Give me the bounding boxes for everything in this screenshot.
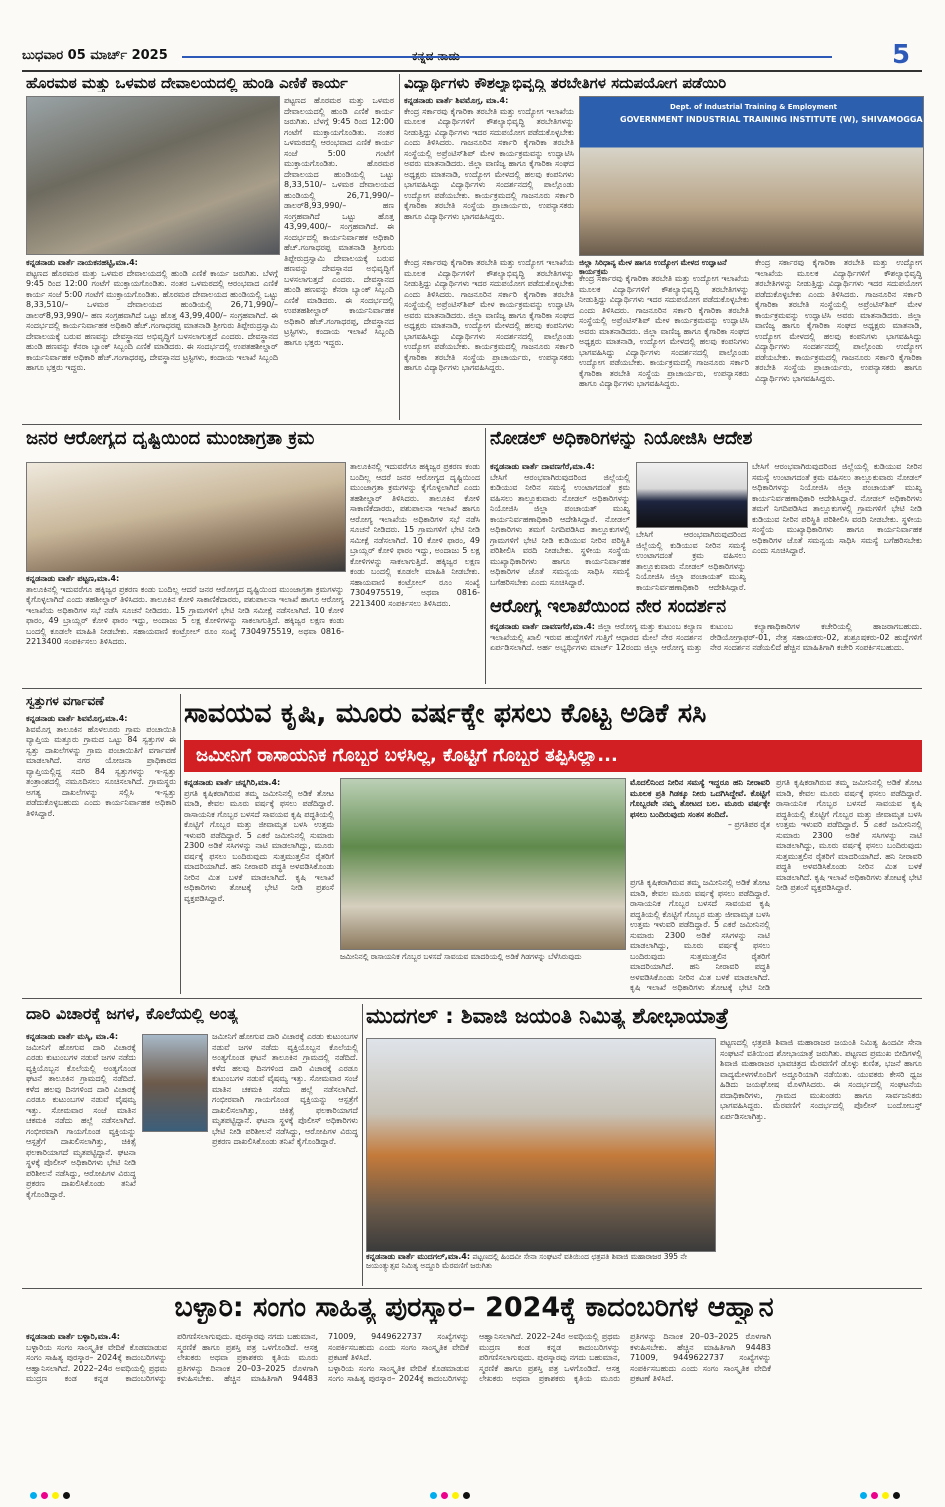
procession-caption-wrap [366,1252,714,1284]
training-caption: ಜಿಲ್ಲಾ ಸಿರಿಧಾನ್ಯ ಮೇಳ ಹಾಗೂ ಉದ್ಯೋಗ ಮೇಳದ ಉದ್ಘಾಟನೆ ಕಾರ್ಯಕ್ರಮ [579,258,727,276]
award-byline: ಕನ್ನಡನಾಡು ವಾರ್ತೆ ಬಳ್ಳಾರಿ,ಮಾ.4: [26,1332,120,1341]
nodal-body: ಬೇಸಿಗೆ ಆರಂಭವಾಗಿರುವುದರಿಂದ ಜಿಲ್ಲೆಯಲ್ಲಿ ಕುಡಿಯುವ ನೀರಿನ ಸಮಸ್ಯೆ ಉಂಟಾಗದಂತೆ ಕ್ರಮ ವಹಿಸಲು ತಾಲ್ಲೂಕುವಾರು ನೋಡಲ್ ಅಧಿಕಾರಿಗಳನ್ನು ನಿಯೋಜಿಸಿ ಜಿಲ್ಲಾ ಪಂಚಾಯತ್ ಮುಖ್ಯ ಕಾರ್ಯನಿರ್ವಹಣಾಧಿಕಾರಿ ಆದೇಶಿಸಿದ್ದಾರೆ. ನೋಡಲ್ ಅಧಿಕಾರಿಗಳು ತಮಗೆ ನಿಗದಿಪಡಿಸಿದ ತಾಲ್ಲೂಕುಗಳಲ್ಲಿ ಗ್ರಾಮಗಳಿಗೆ ಭೇಟಿ ನೀಡಿ ಕುಡಿಯುವ ನೀರಿನ ಪರಿಸ್ಥಿತಿ ಪರಿಶೀಲಿಸಿ ವರದಿ ನೀಡಬೇಕು. ಸ್ಥಳೀಯ ಸಂಸ್ಥೆಯ ಮುಖ್ಯಾಧಿಕಾರಿಗಳು ಹಾಗೂ ಕಾರ್ಯನಿರ್ವಾಹಕ ಅಧಿಕಾರಿಗಳ ಜೊತೆ ಸಮನ್ವಯ ಸಾಧಿಸಿ ಸಮಸ್ಯೆ ಬಗೆಹರಿಸಬೇಕು ಎಂದು ಸೂಚಿಸಿದ್ದಾರೆ. [490,472,630,587]
dispute-body: ಜಮೀನಿಗೆ ಹೋಗುವ ದಾರಿ ವಿಚಾರಕ್ಕೆ ಎರಡು ಕುಟುಂಬಗಳ ನಡುವೆ ಜಗಳ ನಡೆದು ವ್ಯಕ್ತಿಯೊಬ್ಬನ ಕೊಲೆಯಲ್ಲಿ ಅಂತ್ಯಗೊಂಡ ಘಟನೆ ತಾಲೂಕಿನ ಗ್ರಾಮದಲ್ಲಿ ನಡೆದಿದೆ. ಕಳೆದ ಹಲವು ದಿನಗಳಿಂದ ದಾರಿ ವಿಚಾರಕ್ಕೆ ಎರಡೂ ಕುಟುಂಬಗಳ ನಡುವೆ ವೈಷಮ್ಯ ಇತ್ತು. ಸೋಮವಾರ ಸಂಜೆ ಮಾತಿನ ಚಕಮಕಿ ನಡೆದು ಹಲ್ಲೆ ನಡೆಸಲಾಗಿದೆ. ಗಂಭೀರವಾಗಿ ಗಾಯಗೊಂಡ ವ್ಯಕ್ತಿಯನ್ನು ಆಸ್ಪತ್ರೆಗೆ ದಾಖಲಿಸಲಾಗಿತ್ತು, ಚಿಕಿತ್ಸೆ ಫಲಕಾರಿಯಾಗದೆ ಮೃತಪಟ್ಟಿದ್ದಾನೆ. ಘಟನಾ ಸ್ಥಳಕ್ಕೆ ಪೊಲೀಸ್ ಅಧಿಕಾರಿಗಳು ಭೇಟಿ ನೀಡಿ ಪರಿಶೀಲನೆ ನಡೆಸಿದ್ದು, ಆರೋಪಿಗಳ ವಿರುದ್ಧ ಪ್ರಕರಣ ದಾಖಲಿಸಿಕೊಂಡು ತನಿಖೆ ಕೈಗೊಂಡಿದ್ದಾರೆ. [26,1042,136,1199]
registration-marks-center [430,1484,474,1503]
crops-mid-col [630,778,770,874]
crops-farm-photo-left [340,778,626,950]
temple-body: ಪಟ್ಟಣದ ಹೊರಮಠ ಮತ್ತು ಒಳಮಠ ದೇವಾಲಯದಲ್ಲಿ ಹುಂಡಿ ಎಣಿಕೆ ಕಾರ್ಯ ಜರುಗಿತು. ಬೆಳಗ್ಗೆ 9:45 ರಿಂದ 12:00 ಗಂಟೆಗೆ ಮುಕ್ತಾಯಗೊಂಡಿತು. ನಂತರ ಒಳಮಠದಲ್ಲಿ ಆರಂಭವಾದ ಎಣಿಕೆ ಕಾರ್ಯ ಸಂಜೆ 5:00 ಗಂಟೆಗೆ ಮುಕ್ತಾಯಗೊಂಡಿತು. ಹೊರಮಠ ದೇವಾಲಯದ ಹುಂಡಿಯಲ್ಲಿ ಒಟ್ಟು 8,33,510/– ಒಳಮಠ ದೇವಾಲಯದ ಹುಂಡಿಯಲ್ಲಿ 26,71,990/– ಡಾಲರ್‌8,93,990/– ಹಣ ಸಂಗ್ರಹವಾಗಿದೆ ಒಟ್ಟು ಹೊತ್ತ 43,99,400/– ಸಂಗ್ರಹವಾಗಿದೆ. ಈ ಸಂದರ್ಭದಲ್ಲಿ ಕಾರ್ಯನಿರ್ವಾಹಕ ಅಧಿಕಾರಿ ಹೆಚ್.ಗಂಗಾಧರಪ್ಪ ಮಾತನಾಡಿ ಶ್ರೀಗುರು ತಿಪ್ಪೇರುದ್ರಸ್ವಾಮಿ ದೇವಾಲಯಕ್ಕೆ ಬರುವ ಹಣವನ್ನು ದೇವಸ್ಥಾನದ ಅಭಿವೃದ್ಧಿಗೆ ಬಳಸಲಾಗುತ್ತದೆ ಎಂದರು. ದೇವಸ್ಥಾನದ ಹುಂಡಿ ಹಣವನ್ನು ಕೆನರಾ ಬ್ಯಾಂಕ್ ಸಿಬ್ಬಂದಿ ಎಣಿಕೆ ಮಾಡಿದರು. ಈ ಸಂದರ್ಭದಲ್ಲಿ ಉಪತಹಶೀಲ್ದಾರ್ ಕಾರ್ಯನಿರ್ವಾಹಕ ಅಧಿಕಾರಿ ಹೆಚ್.ಗಂಗಾಧರಪ್ಪ, ದೇವಸ್ಥಾನದ ಟ್ರಸ್ಟಿಗಳು, ಕಂದಾಯ ಇಲಾಖೆ ಸಿಬ್ಬಂದಿ ಹಾಗೂ ಭಕ್ತರು ಇದ್ದರು. [26,268,278,372]
column-divider [485,428,486,684]
nodal-col1 [490,462,630,592]
dispute-col2 [212,1032,358,1282]
health-visit-body: ಜಿಲ್ಲಾ ಆರೋಗ್ಯ ಮತ್ತು ಕುಟುಂಬ ಕಲ್ಯಾಣ ಇಲಾಖೆಯಲ್ಲಿ ಖಾಲಿ ಇರುವ ಹುದ್ದೆಗಳಿಗೆ ಗುತ್ತಿಗೆ ಆಧಾರದ ಮೇಲೆ ನೇರ ಸಂದರ್ಶನ ಏರ್ಪಡಿಸಲಾಗಿದೆ. ಅರ್ಹ ಅಭ್ಯರ್ಥಿಗಳು ಮಾರ್ಚ್ 12ರಂದು ಜಿಲ್ಲಾ ಆರೋಗ್ಯ ಮತ್ತು ಕುಟುಂಬ ಕಲ್ಯಾಣಾಧಿಕಾರಿಗಳ ಕಚೇರಿಯಲ್ಲಿ ಹಾಜರಾಗಬಹುದು. ರೇಡಿಯೋಗ್ರಾಫರ್-01, ನೇತ್ರ ಸಹಾಯಕರು-02, ಶುಶ್ರೂಷಕರು-02 ಹುದ್ದೆಗಳಿಗೆ ನೇರ ಸಂದರ್ಶನ ನಡೆಯಲಿದೆ ಹೆಚ್ಚಿನ ಮಾಹಿತಿಗಾಗಿ ಕಚೇರಿ ಸಂಪರ್ಕಿಸಬಹುದು. [490,622,922,652]
dispute-byline: ಕನ್ನಡನಾಡು ವಾರ್ತೆ ಮಸ್ಕಿ, ಮಾ.4: [26,1032,119,1041]
dispute-headline: ದಾರಿ ವಿಚಾರಕ್ಕೆ ಜಗಳ, ಕೊಲೆಯಲ್ಲಿ ಅಂತ್ಯ [26,1004,238,1023]
nodal-byline: ಕನ್ನಡನಾಡು ವಾರ್ತೆ ದಾವಣಗೆರೆ,ಮಾ.4: [490,462,595,471]
crops-col1 [184,778,334,994]
nodal-col2 [636,530,746,592]
masthead [22,40,922,70]
crops-photo-caption: ಜಮೀನಿನಲ್ಲಿ ರಾಸಾಯನಿಕ ಗೊಬ್ಬರ ಬಳಸದೆ ಸಾವಯವ ಮಾದರಿಯಲ್ಲಿ ಅಡಿಕೆ ಗಿಡಗಳನ್ನು ಬೆಳೆಸಿರುವುದು [340,952,582,961]
training-body: ಕೇಂದ್ರ ಸರ್ಕಾರವು ಕೈಗಾರಿಕಾ ತರಬೇತಿ ಮತ್ತು ಉದ್ಯೋಗ ಇಲಾಖೆಯ ಮೂಲಕ ವಿದ್ಯಾರ್ಥಿಗಳಿಗೆ ಕೌಶಲ್ಯಾಭಿವೃದ್ಧಿ ತರಬೇತಿಗಳನ್ನು ನೀಡುತ್ತಿದ್ದು ವಿದ್ಯಾರ್ಥಿಗಳು ಇದರ ಸದುಪಯೋಗ ಪಡೆದುಕೊಳ್ಳಬೇಕು ಎಂದು ತಿಳಿಸಿದರು. ಗಾಜನೂರಿನ ಸರ್ಕಾರಿ ಕೈಗಾರಿಕಾ ತರಬೇತಿ ಸಂಸ್ಥೆಯಲ್ಲಿ ಅಪ್ರೆಂಟಿಸ್‌ಶಿಪ್ ಮೇಳ ಕಾರ್ಯಕ್ರಮವನ್ನು ಉದ್ಘಾಟಿಸಿ ಅವರು ಮಾತನಾಡಿದರು. ಜಿಲ್ಲಾ ವಾಣಿಜ್ಯ ಹಾಗೂ ಕೈಗಾರಿಕಾ ಸಂಘದ ಅಧ್ಯಕ್ಷರು ಮಾತನಾಡಿ, ಉದ್ಯೋಗ ಮೇಳದಲ್ಲಿ ಹಲವು ಕಂಪನಿಗಳು ಭಾಗವಹಿಸಿದ್ದು ವಿದ್ಯಾರ್ಥಿಗಳು ಸಂದರ್ಶನದಲ್ಲಿ ಪಾಲ್ಗೊಂಡು ಉದ್ಯೋಗ ಪಡೆಯಬೇಕು. ಕಾರ್ಯಕ್ರಮದಲ್ಲಿ ಗಾಜನೂರು ಸರ್ಕಾರಿ ಕೈಗಾರಿಕಾ ತರಬೇತಿ ಸಂಸ್ಥೆಯ ಪ್ರಾಚಾರ್ಯರು, ಉಪನ್ಯಾಸಕರು ಹಾಗೂ ವಿದ್ಯಾರ್ಥಿಗಳು ಭಾಗವಹಿಸಿದ್ದರು. [404,106,574,221]
crops-right-col [776,778,922,994]
registration-marks-left [30,1484,74,1503]
procession-photo [366,1038,716,1252]
crops-body: ಪ್ರಗತಿ ಕೃಷಿಕರಾಗಿರುವ ತಮ್ಮ ಜಮೀನಿನಲ್ಲಿ ಅಡಿಕೆ ತೋಟ ಮಾಡಿ, ಕೇವಲ ಮೂರು ವರ್ಷಕ್ಕೆ ಫಸಲು ಪಡೆದಿದ್ದಾರೆ. ರಾಸಾಯನಿಕ ಗೊಬ್ಬರ ಬಳಸದೆ ಸಾವಯವ ಕೃಷಿ ಪದ್ಧತಿಯಲ್ಲಿ ಕೊಟ್ಟಿಗೆ ಗೊಬ್ಬರ ಮತ್ತು ಜೀವಾಮೃತ ಬಳಸಿ ಉತ್ತಮ ಇಳುವರಿ ಪಡೆದಿದ್ದಾರೆ. 5 ಎಕರೆ ಜಮೀನಿನಲ್ಲಿ ಸುಮಾರು 2300 ಅಡಿಕೆ ಸಸಿಗಳನ್ನು ನಾಟಿ ಮಾಡಲಾಗಿದ್ದು, ಮೂರು ವರ್ಷಕ್ಕೆ ಫಸಲು ಬಂದಿರುವುದು ಸುತ್ತಮುತ್ತಲಿನ ರೈತರಿಗೆ ಮಾದರಿಯಾಗಿದೆ. ಹನಿ ನೀರಾವರಿ ಪದ್ಧತಿ ಅಳವಡಿಸಿಕೊಂಡು ನೀರಿನ ಮಿತ ಬಳಕೆ ಮಾಡಲಾಗಿದೆ. ಕೃಷಿ ಇಲಾಖೆ ಅಧಿಕಾರಿಗಳು ತೋಟಕ್ಕೆ ಭೇಟಿ ನೀಡಿ ಪ್ರಶಂಸೆ ವ್ಯಕ್ತಪಡಿಸಿದ್ದಾರೆ. [184,788,334,903]
column-divider [180,694,181,994]
training-headline: ವಿದ್ಯಾರ್ಥಿಗಳು ಕೌಶಲ್ಯಾಭಿವೃದ್ಧಿ ತರಬೇತಿಗಳ ಸದುಪಯೋಗ ಪಡೆಯಿರಿ [404,74,727,92]
masthead-bottom-rule [22,70,922,72]
property-text [26,714,176,994]
training-bottom-left [579,274,749,420]
nodal-col3 [752,462,922,592]
procession-body-col [720,1038,922,1284]
registration-marks-right [860,1484,904,1503]
crops-subheadline: ಜಮೀನಿಗೆ ರಾಸಾಯನಿಕ ಗೊಬ್ಬರ ಬಳಸಿಲ್ಲ, ಕೊಟ್ಟಿಗೆ ಗೊಬ್ಬರ ತಪ್ಪಿಸಿಲ್ಲಾ... [196,745,618,766]
procession-body: ಪಟ್ಟಣದಲ್ಲಿ ಛತ್ರಪತಿ ಶಿವಾಜಿ ಮಹಾರಾಜರ ಜಯಂತಿ ನಿಮಿತ್ಯ ಹಿಂದವೀ ಸೇನಾ ಸಂಘಟನೆ ವತಿಯಿಂದ ಶೋಭಾಯಾತ್ರೆ ಜರುಗಿತು. ಪಟ್ಟಣದ ಪ್ರಮುಖ ಬೀದಿಗಳಲ್ಲಿ ಶಿವಾಜಿ ಮಹಾರಾಜರ ಭಾವಚಿತ್ರದ ಮೆರವಣಿಗೆ ಡೊಳ್ಳು ಕುಣಿತ, ಭಜನೆ ಹಾಗೂ ವಾದ್ಯಮೇಳಗಳೊಂದಿಗೆ ಅದ್ದೂರಿಯಾಗಿ ನಡೆಯಿತು. ಯುವಕರು ಕೇಸರಿ ಧ್ವಜ ಹಿಡಿದು ಜಯಘೋಷ ಮೊಳಗಿಸಿದರು. ಈ ಸಂದರ್ಭದಲ್ಲಿ ಸಂಘಟನೆಯ ಪದಾಧಿಕಾರಿಗಳು, ಗ್ರಾಮದ ಮುಖಂಡರು ಹಾಗೂ ಸಾರ್ವಜನಿಕರು ಭಾಗವಹಿಸಿದ್ದರು. ಮೆರವಣಿಗೆ ಸಂದರ್ಭದಲ್ಲಿ ಪೊಲೀಸ್ ಬಂದೋಬಸ್ತ್ ಏರ್ಪಡಿಸಲಾಗಿತ್ತು. [720,1038,922,1121]
temple-body-continued: ಪಟ್ಟಣದ ಹೊರಮಠ ಮತ್ತು ಒಳಮಠ ದೇವಾಲಯದಲ್ಲಿ ಹುಂಡಿ ಎಣಿಕೆ ಕಾರ್ಯ ಜರುಗಿತು. ಬೆಳಗ್ಗೆ 9:45 ರಿಂದ 12:00 ಗಂಟೆಗೆ ಮುಕ್ತಾಯಗೊಂಡಿತು. ನಂತರ ಒಳಮಠದಲ್ಲಿ ಆರಂಭವಾದ ಎಣಿಕೆ ಕಾರ್ಯ ಸಂಜೆ 5:00 ಗಂಟೆಗೆ ಮುಕ್ತಾಯಗೊಂಡಿತು. ಹೊರಮಠ ದೇವಾಲಯದ ಹುಂಡಿಯಲ್ಲಿ ಒಟ್ಟು 8,33,510/– ಒಳಮಠ ದೇವಾಲಯದ ಹುಂಡಿಯಲ್ಲಿ 26,71,990/– ಡಾಲರ್‌8,93,990/– ಹಣ ಸಂಗ್ರಹವಾಗಿದೆ ಒಟ್ಟು ಹೊತ್ತ 43,99,400/– ಸಂಗ್ರಹವಾಗಿದೆ. ಈ ಸಂದರ್ಭದಲ್ಲಿ ಕಾರ್ಯನಿರ್ವಾಹಕ ಅಧಿಕಾರಿ ಹೆಚ್.ಗಂಗಾಧರಪ್ಪ ಮಾತನಾಡಿ ಶ್ರೀಗುರು ತಿಪ್ಪೇರುದ್ರಸ್ವಾಮಿ ದೇವಾಲಯಕ್ಕೆ ಬರುವ ಹಣವನ್ನು ದೇವಸ್ಥಾನದ ಅಭಿವೃದ್ಧಿಗೆ ಬಳಸಲಾಗುತ್ತದೆ ಎಂದರು. ದೇವಸ್ಥಾನದ ಹುಂಡಿ ಹಣವನ್ನು ಕೆನರಾ ಬ್ಯಾಂಕ್ ಸಿಬ್ಬಂದಿ ಎಣಿಕೆ ಮಾಡಿದರು. ಈ ಸಂದರ್ಭದಲ್ಲಿ ಉಪತಹಶೀಲ್ದಾರ್ ಕಾರ್ಯನಿರ್ವಾಹಕ ಅಧಿಕಾರಿ ಹೆಚ್.ಗಂಗಾಧರಪ್ಪ, ದೇವಸ್ಥಾನದ ಟ್ರಸ್ಟಿಗಳು, ಕಂದಾಯ ಇಲಾಖೆ ಸಿಬ್ಬಂದಿ ಹಾಗೂ ಭಕ್ತರು ಇದ್ದರು. [284,96,394,347]
page-number: 5 [892,40,911,70]
dispute-body-continued: ಜಮೀನಿಗೆ ಹೋಗುವ ದಾರಿ ವಿಚಾರಕ್ಕೆ ಎರಡು ಕುಟುಂಬಗಳ ನಡುವೆ ಜಗಳ ನಡೆದು ವ್ಯಕ್ತಿಯೊಬ್ಬನ ಕೊಲೆಯಲ್ಲಿ ಅಂತ್ಯಗೊಂಡ ಘಟನೆ ತಾಲೂಕಿನ ಗ್ರಾಮದಲ್ಲಿ ನಡೆದಿದೆ. ಕಳೆದ ಹಲವು ದಿನಗಳಿಂದ ದಾರಿ ವಿಚಾರಕ್ಕೆ ಎರಡೂ ಕುಟುಂಬಗಳ ನಡುವೆ ವೈಷಮ್ಯ ಇತ್ತು. ಸೋಮವಾರ ಸಂಜೆ ಮಾತಿನ ಚಕಮಕಿ ನಡೆದು ಹಲ್ಲೆ ನಡೆಸಲಾಗಿದೆ. ಗಂಭೀರವಾಗಿ ಗಾಯಗೊಂಡ ವ್ಯಕ್ತಿಯನ್ನು ಆಸ್ಪತ್ರೆಗೆ ದಾಖಲಿಸಲಾಗಿತ್ತು, ಚಿಕಿತ್ಸೆ ಫಲಕಾರಿಯಾಗದೆ ಮೃತಪಟ್ಟಿದ್ದಾನೆ. ಘಟನಾ ಸ್ಥಳಕ್ಕೆ ಪೊಲೀಸ್ ಅಧಿಕಾರಿಗಳು ಭೇಟಿ ನೀಡಿ ಪರಿಶೀಲನೆ ನಡೆಸಿದ್ದು, ಆರೋಪಿಗಳ ವಿರುದ್ಧ ಪ್ರಕರಣ ದಾಖಲಿಸಿಕೊಂಡು ತನಿಖೆ ಕೈಗೊಂಡಿದ್ದಾರೆ. [212,1032,358,1146]
property-byline: ಕನ್ನಡನಾಡು ವಾರ್ತೆ ಶಿವಮೊಗ್ಗ,ಮಾ.4: [26,714,128,723]
health-precaution-body: ತಾಲೂಕಿನಲ್ಲಿ ಇದುವರೆಗೂ ಹಕ್ಕಿಜ್ವರ ಪ್ರಕರಣ ಕಂಡು ಬಂದಿಲ್ಲ ಆದರೆ ಜನರ ಆರೋಗ್ಯದ ದೃಷ್ಟಿಯಿಂದ ಮುಂಜಾಗ್ರತಾ ಕ್ರಮಗಳನ್ನು ಕೈಗೊಳ್ಳಲಾಗಿದೆ ಎಂದು ತಹಶೀಲ್ದಾರ್ ತಿಳಿಸಿದರು. ತಾಲೂಕಿನ ಕೋಳಿ ಸಾಕಾಣಿಕೆದಾರರು, ಪಶುಪಾಲನಾ ಇಲಾಖೆ ಹಾಗೂ ಆರೋಗ್ಯ ಇಲಾಖೆಯ ಅಧಿಕಾರಿಗಳ ಸಭೆ ನಡೆಸಿ ಸೂಚನೆ ನೀಡಿದರು. 15 ಗ್ರಾಮಗಳಿಗೆ ಭೇಟಿ ನೀಡಿ ಸಮೀಕ್ಷೆ ನಡೆಸಲಾಗಿದೆ. 10 ಕೋಳಿ ಫಾರಂ, 49 ಬ್ರಾಯ್ಲರ್ ಕೋಳಿ ಫಾರಂ ಇದ್ದು, ಅಂದಾಜು 5 ಲಕ್ಷ ಕೋಳಿಗಳನ್ನು ಸಾಕಲಾಗುತ್ತಿದೆ. ಹಕ್ಕಿಜ್ವರ ಲಕ್ಷಣ ಕಂಡು ಬಂದಲ್ಲಿ ಕೂಡಲೇ ಮಾಹಿತಿ ನೀಡಬೇಕು. ಸಹಾಯವಾಣಿ ಕಂಟ್ರೋಲ್ ರೂಂ ಸಂಖ್ಯೆ 7304975519, ಅಥವಾ 0816-2213400 ಸಂಪರ್ಕಿಸಲು ತಿಳಿಸಿದರು. [26,584,344,646]
crops-byline: ಕನ್ನಡನಾಡು ವಾರ್ತೆ ಚನ್ನಗಿರಿ,ಮಾ.4: [184,778,281,787]
training-body-continued-3: ಕೇಂದ್ರ ಸರ್ಕಾರವು ಕೈಗಾರಿಕಾ ತರಬೇತಿ ಮತ್ತು ಉದ್ಯೋಗ ಇಲಾಖೆಯ ಮೂಲಕ ವಿದ್ಯಾರ್ಥಿಗಳಿಗೆ ಕೌಶಲ್ಯಾಭಿವೃದ್ಧಿ ತರಬೇತಿಗಳನ್ನು ನೀಡುತ್ತಿದ್ದು ವಿದ್ಯಾರ್ಥಿಗಳು ಇದರ ಸದುಪಯೋಗ ಪಡೆದುಕೊಳ್ಳಬೇಕು ಎಂದು ತಿಳಿಸಿದರು. ಗಾಜನೂರಿನ ಸರ್ಕಾರಿ ಕೈಗಾರಿಕಾ ತರಬೇತಿ ಸಂಸ್ಥೆಯಲ್ಲಿ ಅಪ್ರೆಂಟಿಸ್‌ಶಿಪ್ ಮೇಳ ಕಾರ್ಯಕ್ರಮವನ್ನು ಉದ್ಘಾಟಿಸಿ ಅವರು ಮಾತನಾಡಿದರು. ಜಿಲ್ಲಾ ವಾಣಿಜ್ಯ ಹಾಗೂ ಕೈಗಾರಿಕಾ ಸಂಘದ ಅಧ್ಯಕ್ಷರು ಮಾತನಾಡಿ, ಉದ್ಯೋಗ ಮೇಳದಲ್ಲಿ ಹಲವು ಕಂಪನಿಗಳು ಭಾಗವಹಿಸಿದ್ದು ವಿದ್ಯಾರ್ಥಿಗಳು ಸಂದರ್ಶನದಲ್ಲಿ ಪಾಲ್ಗೊಂಡು ಉದ್ಯೋಗ ಪಡೆಯಬೇಕು. ಕಾರ್ಯಕ್ರಮದಲ್ಲಿ ಗಾಜನೂರು ಸರ್ಕಾರಿ ಕೈಗಾರಿಕಾ ತರಬೇತಿ ಸಂಸ್ಥೆಯ ಪ್ರಾಚಾರ್ಯರು, ಉಪನ್ಯಾಸಕರು ಹಾಗೂ ವಿದ್ಯಾರ್ಥಿಗಳು ಭಾಗವಹಿಸಿದ್ದರು. [755,258,922,383]
training-bottom-right [755,258,922,420]
health-precaution-col1 [26,574,344,680]
health-visit-body-wrap [490,622,922,680]
crops-quote-author: – ಪ್ರಗತಿಪರ ರೈತ [727,820,770,829]
training-photo [579,96,924,256]
nodal-headline: ನೋಡಲ್ ಅಧಿಕಾರಿಗಳನ್ನು ನಿಯೋಜಿಸಿ ಆದೇಶ [490,428,753,449]
temple-body-col2 [284,96,394,420]
award-body: ಬಳ್ಳಾರಿಯ ಸಂಗಂ ಸಾಂಸ್ಕೃತಿಕ ವೇದಿಕೆ ಕೊಡಮಾಡುವ ಸಂಗಂ ಸಾಹಿತ್ಯ ಪುರಸ್ಕಾರ– 2024ಕ್ಕೆ ಕಾದಂಬರಿಗಳನ್ನು ಆಹ್ವಾನಿಸಲಾಗಿದೆ. 2022–24ರ ಅವಧಿಯಲ್ಲಿ ಪ್ರಥಮ ಮುದ್ರಣ ಕಂಡ ಕನ್ನಡ ಕಾದಂಬರಿಗಳನ್ನು ಪರಿಗಣಿಸಲಾಗುವುದು. ಪುರಸ್ಕಾರವು ನಗದು ಬಹುಮಾನ, ಸ್ಮರಣಿಕೆ ಹಾಗೂ ಪ್ರಶಸ್ತಿ ಪತ್ರ ಒಳಗೊಂಡಿದೆ. ಆಸಕ್ತ ಲೇಖಕರು ಅಥವಾ ಪ್ರಕಾಶಕರು ಕೃತಿಯ ಮೂರು ಪ್ರತಿಗಳನ್ನು ದಿನಾಂಕ 20–03–2025 ರೊಳಗಾಗಿ ಕಳುಹಿಸಬೇಕು. ಹೆಚ್ಚಿನ ಮಾಹಿತಿಗಾಗಿ 94483 71009, 9449622737 ಸಂಖ್ಯೆಗಳನ್ನು ಸಂಪರ್ಕಿಸಬಹುದು ಎಂದು ಸಂಗಂ ಸಾಂಸ್ಕೃತಿಕ ವೇದಿಕೆ ಪ್ರಕಟಣೆ ತಿಳಿಸಿದೆ. [26,1332,469,1383]
row-divider [22,1288,922,1289]
nodal-officer-photo [636,462,748,528]
crops-quote: ಮೊದಲಿನಿಂದ ನೀರಿನ ಸಮಸ್ಯೆ ಇದ್ದರೂ ಹನಿ ನೀರಾವರಿ ಮೂಲಕ ಪ್ರತಿ ಗಿಡಕ್ಕೂ ನೀರು ಒದಗಿಸಿದ್ದೇವೆ. ಕೊಟ್ಟಿಗೆ ಗೊಬ್ಬರವೇ ನಮ್ಮ ತೋಟದ ಬಲ. ಮೂರು ವರ್ಷಕ್ಕೇ ಫಸಲು ಬಂದಿರುವುದು ಸಂತಸ ತಂದಿದೆ. [630,778,770,819]
row-divider [22,998,922,999]
training-byline: ಕನ್ನಡನಾಡು ವಾರ್ತೆ ಶಿವಮೊಗ್ಗ, ಮಾ.4: [404,96,509,105]
procession-headline: ಮುದಗಲ್ : ಶಿವಾಜಿ ಜಯಂತಿ ನಿಮಿತ್ಯ ಶೋಭಾಯಾತ್ರೆ [366,1004,729,1028]
health-meeting-photo [26,462,346,572]
training-lower-text [404,258,574,420]
training-sign-line1: Dept. of Industrial Training & Employment [670,103,837,111]
award-body-continued: ಬಳ್ಳಾರಿಯ ಸಂಗಂ ಸಾಂಸ್ಕೃತಿಕ ವೇದಿಕೆ ಕೊಡಮಾಡುವ ಸಂಗಂ ಸಾಹಿತ್ಯ ಪುರಸ್ಕಾರ– 2024ಕ್ಕೆ ಕಾದಂಬರಿಗಳನ್ನು ಆಹ್ವಾನಿಸಲಾಗಿದೆ. 2022–24ರ ಅವಧಿಯಲ್ಲಿ ಪ್ರಥಮ ಮುದ್ರಣ ಕಂಡ ಕನ್ನಡ ಕಾದಂಬರಿಗಳನ್ನು ಪರಿಗಣಿಸಲಾಗುವುದು. ಪುರಸ್ಕಾರವು ನಗದು ಬಹುಮಾನ, ಸ್ಮರಣಿಕೆ ಹಾಗೂ ಪ್ರಶಸ್ತಿ ಪತ್ರ ಒಳಗೊಂಡಿದೆ. ಆಸಕ್ತ ಲೇಖಕರು ಅಥವಾ ಪ್ರಕಾಶಕರು ಕೃತಿಯ ಮೂರು ಪ್ರತಿಗಳನ್ನು ದಿನಾಂಕ 20–03–2025 ರೊಳಗಾಗಿ ಕಳುಹಿಸಬೇಕು. ಹೆಚ್ಚಿನ ಮಾಹಿತಿಗಾಗಿ 94483 71009, 9449622737 ಸಂಖ್ಯೆಗಳನ್ನು ಸಂಪರ್ಕಿಸಬಹುದು ಎಂದು ಸಂಗಂ ಸಾಂಸ್ಕೃತಿಕ ವೇದಿಕೆ ಪ್ರಕಟಣೆ ತಿಳಿಸಿದೆ. [328,1332,771,1383]
health-precaution-headline: ಜನರ ಆರೋಗ್ಯದ ದೃಷ್ಟಿಯಿಂದ ಮುಂಜಾಗ್ರತಾ ಕ್ರಮ [26,428,315,449]
header-rule [182,56,832,58]
training-text-col [404,96,574,256]
dispute-victim-photo [142,1034,208,1132]
column-divider [399,74,400,420]
dispute-col1 [26,1032,136,1282]
nodal-body-continued: ಬೇಸಿಗೆ ಆರಂಭವಾಗಿರುವುದರಿಂದ ಜಿಲ್ಲೆಯಲ್ಲಿ ಕುಡಿಯುವ ನೀರಿನ ಸಮಸ್ಯೆ ಉಂಟಾಗದಂತೆ ಕ್ರಮ ವಹಿಸಲು ತಾಲ್ಲೂಕುವಾರು ನೋಡಲ್ ಅಧಿಕಾರಿಗಳನ್ನು ನಿಯೋಜಿಸಿ ಜಿಲ್ಲಾ ಪಂಚಾಯತ್ ಮುಖ್ಯ ಕಾರ್ಯನಿರ್ವಹಣಾಧಿಕಾರಿ ಆದೇಶಿಸಿದ್ದಾರೆ. [636,530,746,592]
health-precaution-col2 [350,462,480,680]
date-label: ಬುಧವಾರ 05 ಮಾರ್ಚ್ 2025 [22,48,168,63]
award-body-wrap [26,1332,922,1478]
temple-byline: ಕನ್ನಡನಾಡು ವಾರ್ತೆ ನಾಯಕನಹಟ್ಟಿ,ಮಾ.4: [26,258,138,267]
crops-headline: ಸಾವಯವ ಕೃಷಿ, ಮೂರು ವರ್ಷಕ್ಕೇ ಫಸಲು ಕೊಟ್ಟ ಅಡಿಕೆ ಸಸಿ [184,698,707,729]
training-body-continued: ಕೇಂದ್ರ ಸರ್ಕಾರವು ಕೈಗಾರಿಕಾ ತರಬೇತಿ ಮತ್ತು ಉದ್ಯೋಗ ಇಲಾಖೆಯ ಮೂಲಕ ವಿದ್ಯಾರ್ಥಿಗಳಿಗೆ ಕೌಶಲ್ಯಾಭಿವೃದ್ಧಿ ತರಬೇತಿಗಳನ್ನು ನೀಡುತ್ತಿದ್ದು ವಿದ್ಯಾರ್ಥಿಗಳು ಇದರ ಸದುಪಯೋಗ ಪಡೆದುಕೊಳ್ಳಬೇಕು ಎಂದು ತಿಳಿಸಿದರು. ಗಾಜನೂರಿನ ಸರ್ಕಾರಿ ಕೈಗಾರಿಕಾ ತರಬೇತಿ ಸಂಸ್ಥೆಯಲ್ಲಿ ಅಪ್ರೆಂಟಿಸ್‌ಶಿಪ್ ಮೇಳ ಕಾರ್ಯಕ್ರಮವನ್ನು ಉದ್ಘಾಟಿಸಿ ಅವರು ಮಾತನಾಡಿದರು. ಜಿಲ್ಲಾ ವಾಣಿಜ್ಯ ಹಾಗೂ ಕೈಗಾರಿಕಾ ಸಂಘದ ಅಧ್ಯಕ್ಷರು ಮಾತನಾಡಿ, ಉದ್ಯೋಗ ಮೇಳದಲ್ಲಿ ಹಲವು ಕಂಪನಿಗಳು ಭಾಗವಹಿಸಿದ್ದು ವಿದ್ಯಾರ್ಥಿಗಳು ಸಂದರ್ಶನದಲ್ಲಿ ಪಾಲ್ಗೊಂಡು ಉದ್ಯೋಗ ಪಡೆಯಬೇಕು. ಕಾರ್ಯಕ್ರಮದಲ್ಲಿ ಗಾಜನೂರು ಸರ್ಕಾರಿ ಕೈಗಾರಿಕಾ ತರಬೇತಿ ಸಂಸ್ಥೆಯ ಪ್ರಾಚಾರ್ಯರು, ಉಪನ್ಯಾಸಕರು ಹಾಗೂ ವಿದ್ಯಾರ್ಥಿಗಳು ಭಾಗವಹಿಸಿದ್ದರು. [404,258,574,372]
training-sign-line2: GOVERNMENT INDUSTRIAL TRAINING INSTITUTE (W), SHIVAMOGGA [620,115,923,124]
row-divider [22,688,922,689]
nodal-body-continued-2: ಬೇಸಿಗೆ ಆರಂಭವಾಗಿರುವುದರಿಂದ ಜಿಲ್ಲೆಯಲ್ಲಿ ಕುಡಿಯುವ ನೀರಿನ ಸಮಸ್ಯೆ ಉಂಟಾಗದಂತೆ ಕ್ರಮ ವಹಿಸಲು ತಾಲ್ಲೂಕುವಾರು ನೋಡಲ್ ಅಧಿಕಾರಿಗಳನ್ನು ನಿಯೋಜಿಸಿ ಜಿಲ್ಲಾ ಪಂಚಾಯತ್ ಮುಖ್ಯ ಕಾರ್ಯನಿರ್ವಹಣಾಧಿಕಾರಿ ಆದೇಶಿಸಿದ್ದಾರೆ. ನೋಡಲ್ ಅಧಿಕಾರಿಗಳು ತಮಗೆ ನಿಗದಿಪಡಿಸಿದ ತಾಲ್ಲೂಕುಗಳಲ್ಲಿ ಗ್ರಾಮಗಳಿಗೆ ಭೇಟಿ ನೀಡಿ ಕುಡಿಯುವ ನೀರಿನ ಪರಿಸ್ಥಿತಿ ಪರಿಶೀಲಿಸಿ ವರದಿ ನೀಡಬೇಕು. ಸ್ಥಳೀಯ ಸಂಸ್ಥೆಯ ಮುಖ್ಯಾಧಿಕಾರಿಗಳು ಹಾಗೂ ಕಾರ್ಯನಿರ್ವಾಹಕ ಅಧಿಕಾರಿಗಳ ಜೊತೆ ಸಮನ್ವಯ ಸಾಧಿಸಿ ಸಮಸ್ಯೆ ಬಗೆಹರಿಸಬೇಕು ಎಂದು ಸೂಚಿಸಿದ್ದಾರೆ. [752,462,922,555]
crops-subheadline-banner [184,740,922,772]
row-divider [22,424,922,425]
temple-headline: ಹೊರಮಠ ಮತ್ತು ಒಳಮಠ ದೇವಾಲಯದಲ್ಲಿ ಹುಂಡಿ ಎಣಿಕೆ ಕಾರ್ಯ [26,74,348,92]
award-headline: ಬಳ್ಳಾರಿ: ಸಂಗಂ ಸಾಹಿತ್ಯ ಪುರಸ್ಕಾರ– 2024ಕ್ಕೆ ಕಾದಂಬರಿಗಳ ಆಹ್ವಾನ [174,1292,774,1323]
temple-body-part1 [26,258,278,420]
temple-photo [26,96,280,255]
health-precaution-byline: ಕನ್ನಡನಾಡು ವಾರ್ತೆ ಪಟ್ಟಣ,ಮಾ.4: [26,574,120,583]
health-visit-headline: ಆರೋಗ್ಯ ಇಲಾಖೆಯಿಂದ ನೇರ ಸಂದರ್ಶನ [490,596,727,617]
crops-body-continued: ಪ್ರಗತಿ ಕೃಷಿಕರಾಗಿರುವ ತಮ್ಮ ಜಮೀನಿನಲ್ಲಿ ಅಡಿಕೆ ತೋಟ ಮಾಡಿ, ಕೇವಲ ಮೂರು ವರ್ಷಕ್ಕೆ ಫಸಲು ಪಡೆದಿದ್ದಾರೆ. ರಾಸಾಯನಿಕ ಗೊಬ್ಬರ ಬಳಸದೆ ಸಾವಯವ ಕೃಷಿ ಪದ್ಧತಿಯಲ್ಲಿ ಕೊಟ್ಟಿಗೆ ಗೊಬ್ಬರ ಮತ್ತು ಜೀವಾಮೃತ ಬಳಸಿ ಉತ್ತಮ ಇಳುವರಿ ಪಡೆದಿದ್ದಾರೆ. 5 ಎಕರೆ ಜಮೀನಿನಲ್ಲಿ ಸುಮಾರು 2300 ಅಡಿಕೆ ಸಸಿಗಳನ್ನು ನಾಟಿ ಮಾಡಲಾಗಿದ್ದು, ಮೂರು ವರ್ಷಕ್ಕೆ ಫಸಲು ಬಂದಿರುವುದು ಸುತ್ತಮುತ್ತಲಿನ ರೈತರಿಗೆ ಮಾದರಿಯಾಗಿದೆ. ಹನಿ ನೀರಾವರಿ ಪದ್ಧತಿ ಅಳವಡಿಸಿಕೊಂಡು ನೀರಿನ ಮಿತ ಬಳಕೆ ಮಾಡಲಾಗಿದೆ. ಕೃಷಿ ಇಲಾಖೆ ಅಧಿಕಾರಿಗಳು ತೋಟಕ್ಕೆ ಭೇಟಿ ನೀಡಿ ಪ್ರಶಂಸೆ ವ್ಯಕ್ತಪಡಿಸಿದ್ದಾರೆ. [776,778,922,892]
health-precaution-body-continued: ತಾಲೂಕಿನಲ್ಲಿ ಇದುವರೆಗೂ ಹಕ್ಕಿಜ್ವರ ಪ್ರಕರಣ ಕಂಡು ಬಂದಿಲ್ಲ ಆದರೆ ಜನರ ಆರೋಗ್ಯದ ದೃಷ್ಟಿಯಿಂದ ಮುಂಜಾಗ್ರತಾ ಕ್ರಮಗಳನ್ನು ಕೈಗೊಳ್ಳಲಾಗಿದೆ ಎಂದು ತಹಶೀಲ್ದಾರ್ ತಿಳಿಸಿದರು. ತಾಲೂಕಿನ ಕೋಳಿ ಸಾಕಾಣಿಕೆದಾರರು, ಪಶುಪಾಲನಾ ಇಲಾಖೆ ಹಾಗೂ ಆರೋಗ್ಯ ಇಲಾಖೆಯ ಅಧಿಕಾರಿಗಳ ಸಭೆ ನಡೆಸಿ ಸೂಚನೆ ನೀಡಿದರು. 15 ಗ್ರಾಮಗಳಿಗೆ ಭೇಟಿ ನೀಡಿ ಸಮೀಕ್ಷೆ ನಡೆಸಲಾಗಿದೆ. 10 ಕೋಳಿ ಫಾರಂ, 49 ಬ್ರಾಯ್ಲರ್ ಕೋಳಿ ಫಾರಂ ಇದ್ದು, ಅಂದಾಜು 5 ಲಕ್ಷ ಕೋಳಿಗಳನ್ನು ಸಾಕಲಾಗುತ್ತಿದೆ. ಹಕ್ಕಿಜ್ವರ ಲಕ್ಷಣ ಕಂಡು ಬಂದಲ್ಲಿ ಕೂಡಲೇ ಮಾಹಿತಿ ನೀಡಬೇಕು. ಸಹಾಯವಾಣಿ ಕಂಟ್ರೋಲ್ ರೂಂ ಸಂಖ್ಯೆ 7304975519, ಅಥವಾ 0816-2213400 ಸಂಪರ್ಕಿಸಲು ತಿಳಿಸಿದರು. [350,462,480,608]
crops-body-continued-2: ಪ್ರಗತಿ ಕೃಷಿಕರಾಗಿರುವ ತಮ್ಮ ಜಮೀನಿನಲ್ಲಿ ಅಡಿಕೆ ತೋಟ ಮಾಡಿ, ಕೇವಲ ಮೂರು ವರ್ಷಕ್ಕೆ ಫಸಲು ಪಡೆದಿದ್ದಾರೆ. ರಾಸಾಯನಿಕ ಗೊಬ್ಬರ ಬಳಸದೆ ಸಾವಯವ ಕೃಷಿ ಪದ್ಧತಿಯಲ್ಲಿ ಕೊಟ್ಟಿಗೆ ಗೊಬ್ಬರ ಮತ್ತು ಜೀವಾಮೃತ ಬಳಸಿ ಉತ್ತಮ ಇಳುವರಿ ಪಡೆದಿದ್ದಾರೆ. 5 ಎಕರೆ ಜಮೀನಿನಲ್ಲಿ ಸುಮಾರು 2300 ಅಡಿಕೆ ಸಸಿಗಳನ್ನು ನಾಟಿ ಮಾಡಲಾಗಿದ್ದು, ಮೂರು ವರ್ಷಕ್ಕೆ ಫಸಲು ಬಂದಿರುವುದು ಸುತ್ತಮುತ್ತಲಿನ ರೈತರಿಗೆ ಮಾದರಿಯಾಗಿದೆ. ಹನಿ ನೀರಾವರಿ ಪದ್ಧತಿ ಅಳವಡಿಸಿಕೊಂಡು ನೀರಿನ ಮಿತ ಬಳಕೆ ಮಾಡಲಾಗಿದೆ. ಕೃಷಿ ಇಲಾಖೆ ಅಧಿಕಾರಿಗಳು ತೋಟಕ್ಕೆ ಭೇಟಿ ನೀಡಿ [630,878,770,992]
property-headline: ಸ್ವತ್ತುಗಳ ವರ್ಗಾವಣೆ [26,694,104,708]
column-divider [362,1004,363,1286]
crops-mid-lower [630,878,770,994]
procession-caption: ಪಟ್ಟಣದಲ್ಲಿ ಹಿಂದವೀ ಸೇನಾ ಸಂಘಟನೆ ವತಿಯಿಂದ ಛತ್ರಪತಿ ಶಿವಾಜಿ ಮಹಾರಾಜರ 395 ನೇ ಜಯಂತ್ಯುತ್ಸವ ನಿಮಿತ್ಯ ಅದ್ದೂರಿ ಮೆರವಣಿಗೆ ಜರುಗಿತು [366,1252,688,1270]
property-body: ಶಿವಮೊಗ್ಗ ತಾಲೂಕಿನ ಹೊಳಲೂರು ಗ್ರಾಮ ಪಂಚಾಯಿತಿ ವ್ಯಾಪ್ತಿಯ ಮತ್ತೂರು ಗ್ರಾಮದ ಒಟ್ಟು 84 ಸ್ವತ್ತುಗಳ ಈ ಸ್ವತ್ತು ದಾಖಲೆಗಳನ್ನು ಗ್ರಾಮ ಪಂಚಾಯಿತಿಗೆ ವರ್ಗಾವಣೆ ಮಾಡಲಾಗಿದೆ. ನಗರ ಯೋಜನಾ ಪ್ರಾಧಿಕಾರದ ವ್ಯಾಪ್ತಿಯಲ್ಲಿದ್ದ ಸದರಿ 84 ಸ್ವತ್ತುಗಳನ್ನು ಇ-ಸ್ವತ್ತು ತಂತ್ರಾಂಶದಲ್ಲಿ ನಮೂದಿಸಲು ಸೂಚಿಸಲಾಗಿದೆ. ಗ್ರಾಮಸ್ಥರು ಅಗತ್ಯ ದಾಖಲೆಗಳನ್ನು ಸಲ್ಲಿಸಿ ಇ-ಸ್ವತ್ತು ಪಡೆದುಕೊಳ್ಳಬಹುದು ಎಂದು ಕಾರ್ಯನಿರ್ವಾಹಕ ಅಧಿಕಾರಿ ತಿಳಿಸಿದ್ದಾರೆ. [26,724,176,818]
procession-caption-byline: ಕನ್ನಡನಾಡು ವಾರ್ತೆ ಮುದಗಲ್,ಮಾ.4: [366,1252,471,1261]
health-visit-byline: ಕನ್ನಡನಾಡು ವಾರ್ತೆ ದಾವಣಗೆರೆ,ಮಾ.4: [490,622,596,631]
training-body-continued-2: ಕೇಂದ್ರ ಸರ್ಕಾರವು ಕೈಗಾರಿಕಾ ತರಬೇತಿ ಮತ್ತು ಉದ್ಯೋಗ ಇಲಾಖೆಯ ಮೂಲಕ ವಿದ್ಯಾರ್ಥಿಗಳಿಗೆ ಕೌಶಲ್ಯಾಭಿವೃದ್ಧಿ ತರಬೇತಿಗಳನ್ನು ನೀಡುತ್ತಿದ್ದು ವಿದ್ಯಾರ್ಥಿಗಳು ಇದರ ಸದುಪಯೋಗ ಪಡೆದುಕೊಳ್ಳಬೇಕು ಎಂದು ತಿಳಿಸಿದರು. ಗಾಜನೂರಿನ ಸರ್ಕಾರಿ ಕೈಗಾರಿಕಾ ತರಬೇತಿ ಸಂಸ್ಥೆಯಲ್ಲಿ ಅಪ್ರೆಂಟಿಸ್‌ಶಿಪ್ ಮೇಳ ಕಾರ್ಯಕ್ರಮವನ್ನು ಉದ್ಘಾಟಿಸಿ ಅವರು ಮಾತನಾಡಿದರು. ಜಿಲ್ಲಾ ವಾಣಿಜ್ಯ ಹಾಗೂ ಕೈಗಾರಿಕಾ ಸಂಘದ ಅಧ್ಯಕ್ಷರು ಮಾತನಾಡಿ, ಉದ್ಯೋಗ ಮೇಳದಲ್ಲಿ ಹಲವು ಕಂಪನಿಗಳು ಭಾಗವಹಿಸಿದ್ದು ವಿದ್ಯಾರ್ಥಿಗಳು ಸಂದರ್ಶನದಲ್ಲಿ ಪಾಲ್ಗೊಂಡು ಉದ್ಯೋಗ ಪಡೆಯಬೇಕು. ಕಾರ್ಯಕ್ರಮದಲ್ಲಿ ಗಾಜನೂರು ಸರ್ಕಾರಿ ಕೈಗಾರಿಕಾ ತರಬೇತಿ ಸಂಸ್ಥೆಯ ಪ್ರಾಚಾರ್ಯರು, ಉಪನ್ಯಾಸಕರು ಹಾಗೂ ವಿದ್ಯಾರ್ಥಿಗಳು ಭಾಗವಹಿಸಿದ್ದರು. [579,274,749,388]
